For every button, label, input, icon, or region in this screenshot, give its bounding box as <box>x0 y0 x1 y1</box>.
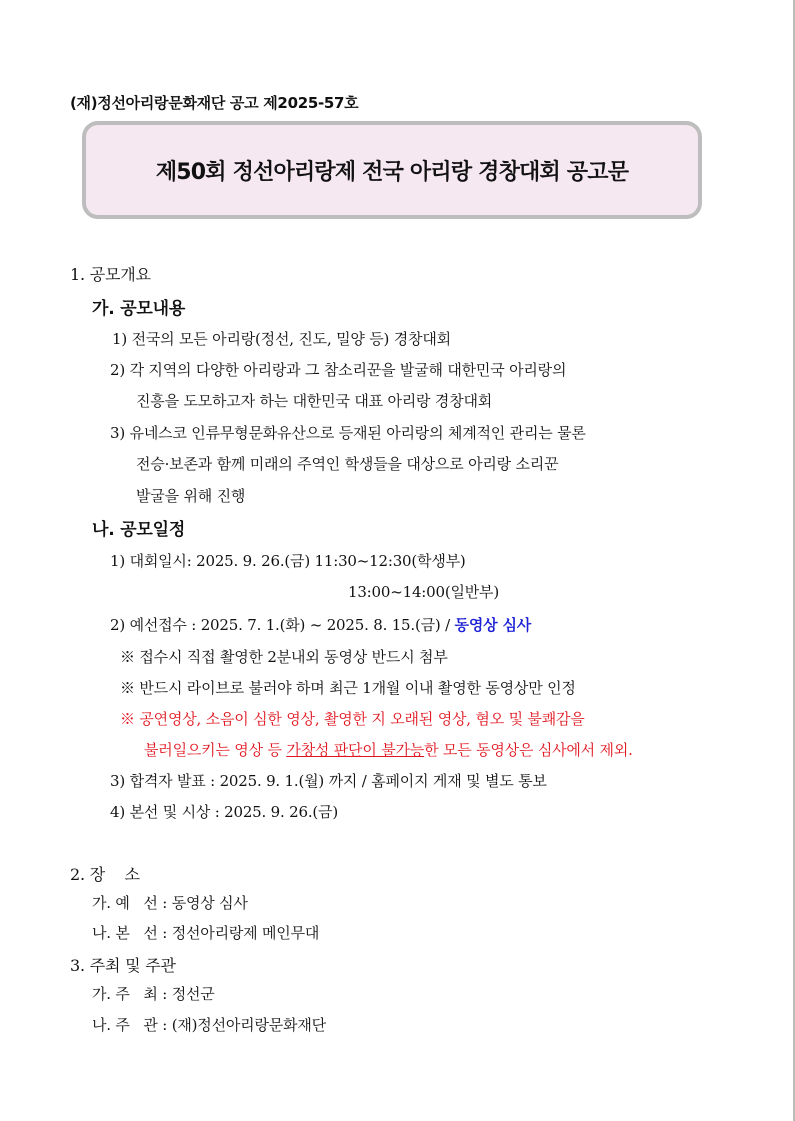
warning-line2-pre: 불러일으키는 영상 등 <box>144 741 287 759</box>
content-item-3-line3: 발굴을 위해 진행 <box>136 487 246 505</box>
content-item-2-line2: 진흥을 도모하고자 하는 대한민국 대표 아리랑 경창대회 <box>136 392 493 410</box>
content-item-1: 1) 전국의 모든 아리랑(정선, 진도, 밀양 등) 경창대회 <box>112 330 451 348</box>
schedule-date-line1: 1) 대회일시: 2025. 9. 26.(금) 11:30~12:30(학생부) <box>110 552 466 570</box>
section1a-heading: 가. 공모내용 <box>92 299 186 319</box>
content-item-2-line1: 2) 각 지역의 다양한 아리랑과 그 참소리꾼을 발굴해 대한민국 아리랑의 <box>110 361 567 379</box>
section3-heading: 3. 주최 및 주관 <box>70 956 176 975</box>
host: 가. 주 최 : 정선군 <box>92 985 215 1003</box>
section1b-heading: 나. 공모일정 <box>92 520 186 540</box>
section1-heading: 1. 공모개요 <box>70 265 151 284</box>
warning-line2 <box>144 739 633 760</box>
page-title: 제50회 정선아리랑제 전국 아리랑 경창대회 공고문 <box>155 159 629 185</box>
venue-prelim: 가. 예 선 : 동영상 심사 <box>92 894 248 912</box>
venue-final: 나. 본 선 : 정선아리랑제 메인무대 <box>92 924 320 942</box>
schedule-prelim <box>110 614 531 635</box>
warning-underlined: 가창성 판단이 불가능 <box>286 741 425 759</box>
warning-line1: ※ 공연영상, 소음이 심한 영상, 촬영한 지 오래된 영상, 혐오 및 불쾌감을 <box>120 710 585 728</box>
video-review-highlight: 동영상 심사 <box>454 616 532 634</box>
schedule-date-line2: 13:00~14:00(일반부) <box>348 583 499 601</box>
schedule-final: 4) 본선 및 시상 : 2025. 9. 26.(금) <box>110 803 338 821</box>
note-1: ※ 접수시 직접 촬영한 2분내외 동영상 반드시 첨부 <box>120 648 448 666</box>
note-2: ※ 반드시 라이브로 불러야 하며 최근 1개월 이내 촬영한 동영상만 인정 <box>120 679 576 697</box>
organizer: 나. 주 관 : (재)정선아리랑문화재단 <box>92 1016 326 1034</box>
content-item-3-line2: 전승·보존과 함께 미래의 주역인 학생들을 대상으로 아리랑 소리꾼 <box>136 455 559 473</box>
notice-number: (재)정선아리랑문화재단 공고 제2025-57호 <box>70 94 359 112</box>
schedule-prelim-text: 2) 예선접수 : 2025. 7. 1.(화) ~ 2025. 8. 15.(금) / <box>110 616 455 634</box>
title-box <box>82 121 702 219</box>
section2-heading: 2. 장 소 <box>70 865 140 884</box>
content-item-3-line1: 3) 유네스코 인류무형문화유산으로 등재된 아리랑의 체계적인 관리는 물론 <box>110 424 586 442</box>
schedule-result: 3) 합격자 발표 : 2025. 9. 1.(월) 까지 / 홈페이지 게재 및 별도 통보 <box>110 772 547 790</box>
warning-line2-post: 한 모든 동영상은 심사에서 제외. <box>424 741 633 759</box>
